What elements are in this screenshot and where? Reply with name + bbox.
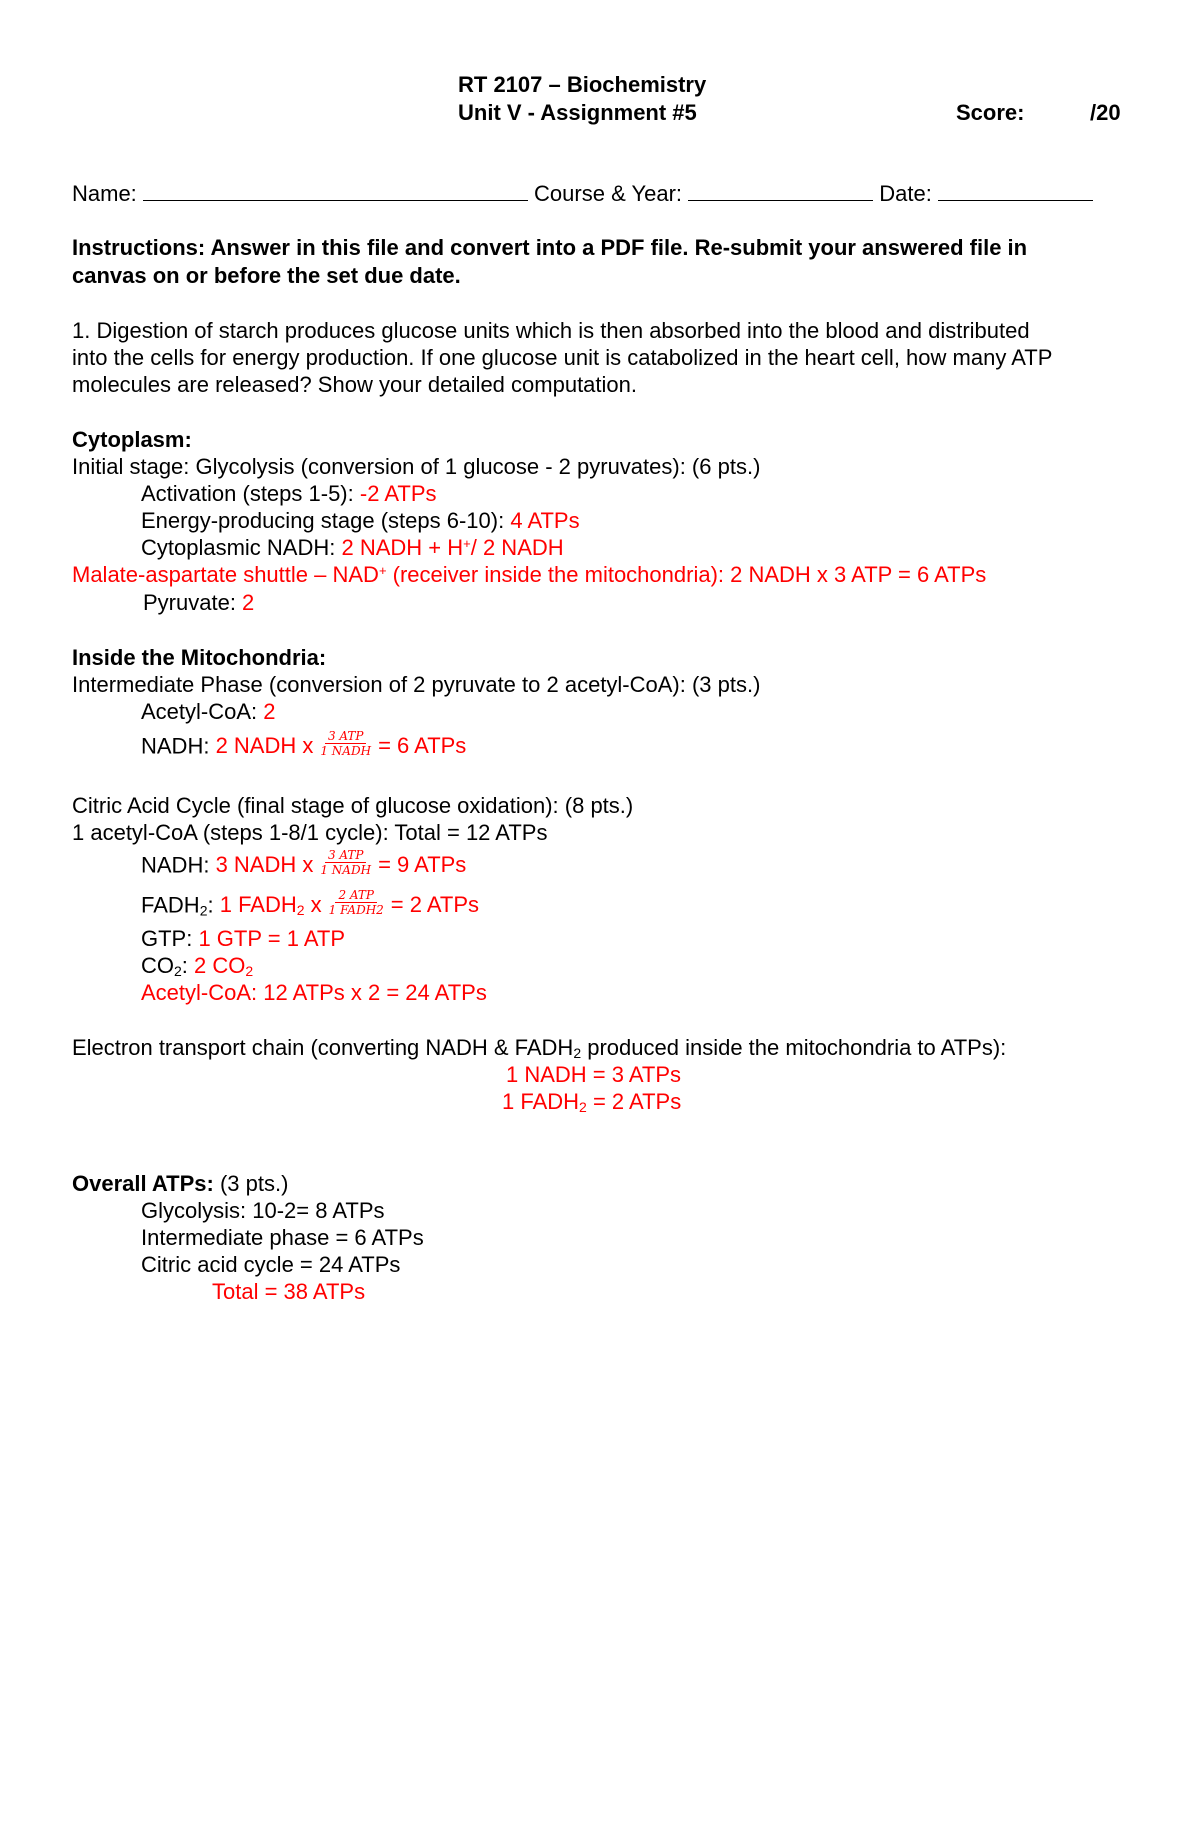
etc-title: Electron transport chain (converting NADH & $FADH_2$ produced inside the mitochondria to ATPs): (72, 1035, 1007, 1061)
course-year-field[interactable] (688, 180, 873, 201)
overall-total: Total = 38 ATPs (212, 1279, 366, 1304)
info-fields (72, 180, 1093, 207)
intermediate-nadh-line: NADH: 2 NADH x $\frac{\text{3 ATP}}{\text{1 NADH}}$ = 6 ATPs (141, 729, 467, 759)
gtp-line: GTP: 1 GTP = 1 ATP (141, 926, 345, 951)
question-line-2: into the cells for energy production. If one glucose unit is catabolized in the heart cell, how many ATP (72, 345, 1053, 370)
name-label: Name: (72, 181, 137, 206)
citric-nadh-fraction: $\frac{\text{3 ATP}}{\text{1 NADH}}$ (320, 848, 372, 877)
fadh2-line: $FADH_2$: 1 $FADH_2$ x $\frac{\text{2 ATP}}{\text{1 FADH2}}$ = 2 ATPs (141, 888, 480, 919)
citric-nadh-line: NADH: 3 NADH x $\frac{\text{3 ATP}}{\text{1 NADH}}$ = 9 ATPs (141, 848, 467, 878)
nadh-fraction: $\frac{\text{3 ATP}}{\text{1 NADH}}$ (320, 729, 372, 758)
acetyl-coa-line: Acetyl-CoA: 2 (141, 699, 276, 724)
mitochondria-heading: Inside the Mitochondria: (72, 645, 327, 670)
assignment-title: Unit V - Assignment #5 (458, 100, 697, 125)
acetyl-coa-value: 2 (263, 699, 276, 724)
etc-nadh: 1 NADH = 3 ATPs (506, 1062, 682, 1087)
overall-intermediate: Intermediate phase = 6 ATPs (141, 1225, 424, 1250)
course-year-label: Course & Year: (534, 181, 683, 206)
fadh2-fraction: $\frac{\text{2 ATP}}{\text{1 FADH2}}$ (328, 888, 384, 917)
glycolysis-title: Initial stage: Glycolysis (conversion of 1 glucose - 2 pyruvates): (6 pts.) (72, 454, 761, 479)
citric-title: Citric Acid Cycle (final stage of glucose oxidation): (8 pts.) (72, 793, 634, 818)
intermediate-title: Intermediate Phase (conversion of 2 pyruvate to 2 acetyl-CoA): (3 pts.) (72, 672, 761, 697)
cytoplasmic-nadh-value: 2 NADH + H+/ 2 NADH (341, 535, 564, 560)
cytoplasm-heading: Cytoplasm: (72, 427, 192, 452)
pyruvate-line: Pyruvate: 2 (143, 590, 255, 615)
overall-heading: Overall ATPs: (3 pts.) (72, 1171, 289, 1196)
question-line-1: 1. Digestion of starch produces glucose units which is then absorbed into the blood and distributed (72, 318, 1030, 343)
course-title: RT 2107 – Biochemistry (458, 72, 707, 97)
acetyl-coa-result: Acetyl-CoA: 12 ATPs x 2 = 24 ATPs (141, 980, 487, 1005)
instructions-line-1: Instructions: Answer in this file and convert into a PDF file. Re-submit your answered file in (72, 235, 1028, 260)
energy-line: Energy-producing stage (steps 6-10): 4 ATPs (141, 508, 580, 533)
date-field[interactable] (938, 180, 1093, 201)
acetyl-cycle-total: 1 acetyl-CoA (steps 1-8/1 cycle): Total = 12 ATPs (72, 820, 548, 845)
instructions-line-2: canvas on or before the set due date. (72, 263, 461, 288)
shuttle-line: Malate-aspartate shuttle – NAD+ (receiver inside the mitochondria): 2 NADH x 3 ATP = 6 ATPs (72, 562, 987, 587)
score-label: Score: (956, 100, 1025, 125)
activation-line: Activation (steps 1-5): -2 ATPs (141, 481, 437, 506)
question-line-3: molecules are released? Show your detailed computation. (72, 372, 637, 397)
etc-fadh2: 1 $FADH_2 = 2$ ATPs (502, 1089, 682, 1115)
score-total: /20 (1090, 100, 1121, 125)
activation-value: -2 ATPs (359, 481, 437, 506)
cytoplasmic-nadh-line: Cytoplasmic NADH: 2 NADH + H+/ 2 NADH (141, 535, 564, 560)
date-label: Date: (879, 181, 932, 206)
pyruvate-value: 2 (242, 590, 255, 615)
overall-citric: Citric acid cycle = 24 ATPs (141, 1252, 401, 1277)
name-field[interactable] (143, 180, 528, 201)
overall-glycolysis: Glycolysis: 10-2= 8 ATPs (141, 1198, 385, 1223)
co2-line: $CO_2$: 2 $CO_2$ (141, 953, 254, 979)
energy-value: 4 ATPs (510, 508, 580, 533)
